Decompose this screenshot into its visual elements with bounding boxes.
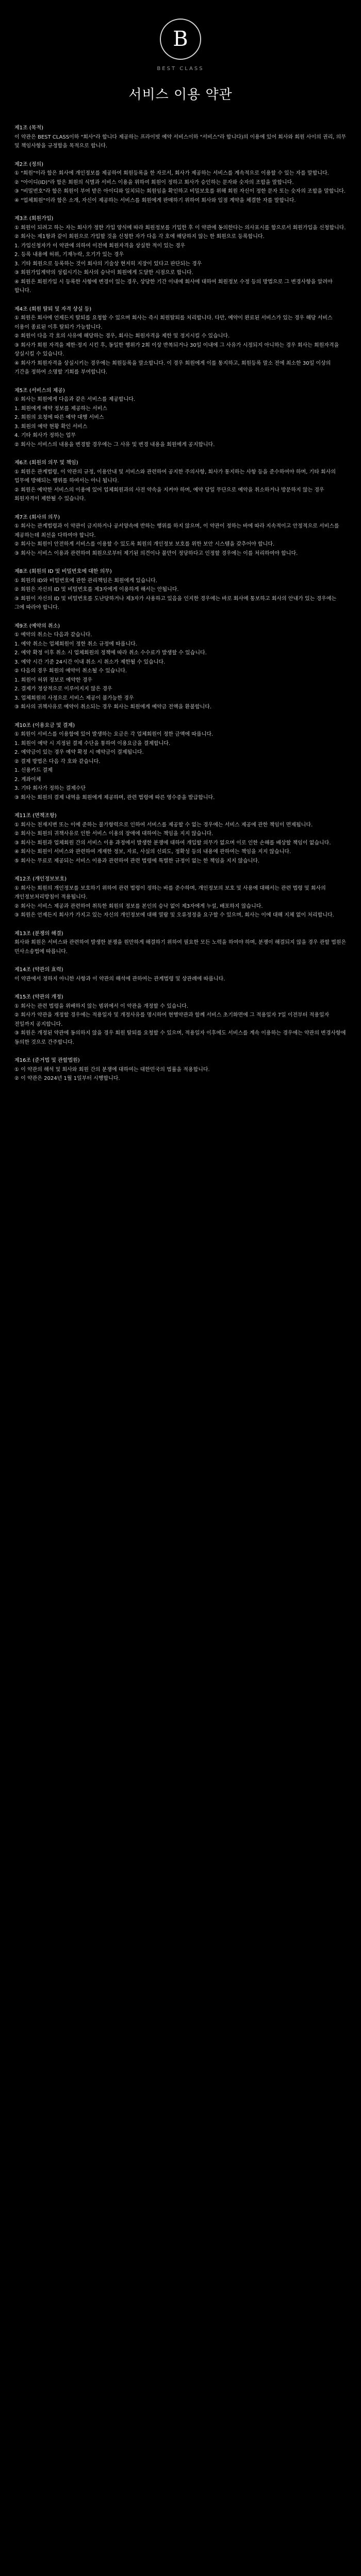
article-body: ① 회사는 회원의 개인정보를 보호하기 위하여 관련 법령이 정하는 바를 준수하며, 개인정보의 보호 및 사용에 대해서는 관련 법령 및 회사의 개인정보처리방침이 적용됩니다. ② 회사는 서비스 제공과 관련하여 취득한 회원의 정보를 본인의 승낙 없이 제3자에게 누설, 배포하지 않습니다. ③ 회원은 언제든지 회사가 가지고 있는 자신의 개인정보에 대해 열람 및 오류정정을 요구할 수 있으며, 회사는 이에 대해 지체 없이 처리합니다. bbox=[14, 885, 334, 918]
article-body: ① "회원"이라 함은 회사에 개인정보를 제공하여 회원등록을 한 자로서, 회사가 제공하는 서비스를 계속적으로 이용할 수 있는 자를 말합니다. ② "아이디(ID)"라 함은 회원의 식별과 서비스 이용을 위하여 회원이 정하고 회사가 승인하는 문자와 숫자의 조합을 말합니다. ③ "비밀번호"라 함은 회원이 부여 받은 아이디와 일치되는 회원임을 확인하고 비밀보호를 위해 회원 자신이 정한 문자 또는 숫자의 조합을 말합니다. ④ "업체회원"이라 함은 소개, 자신이 제공하는 서비스를 회원에게 판매하기 위하여 회사와 입점 계약을 체결한 자를 말합니다. bbox=[14, 171, 346, 204]
terms-article bbox=[14, 513, 347, 558]
article-title: 제2조 (정의) bbox=[14, 161, 43, 167]
article-title: 제6조 (회원의 의무 및 책임) bbox=[14, 460, 78, 466]
article-title: 제12조 (개인정보보호) bbox=[14, 876, 67, 882]
brand-logo bbox=[160, 19, 201, 60]
article-body: ① 회사는 천재지변 또는 이에 준하는 불가항력으로 인하여 서비스를 제공할 수 없는 경우에는 서비스 제공에 관한 책임이 면제됩니다. ② 회사는 회원의 귀책사유로 인한 서비스 이용의 장애에 대하여는 책임을 지지 않습니다. ③ 회사는 회원과 업체회원 간의 서비스 이용 과정에서 발생한 분쟁에 대하여 개입할 의무가 없으며 이로 인한 손해를 배상할 책임이 없습니다. ④ 회사는 회원이 서비스와 관련하여 게재한 정보, 자료, 사실의 신뢰도, 정확성 등의 내용에 관하여는 책임을 지지 않습니다. ⑤ 회사는 무료로 제공되는 서비스 이용과 관련하여 관련 법령에 특별한 규정이 없는 한 책임을 지지 않습니다. bbox=[14, 822, 331, 864]
terms-article bbox=[14, 721, 347, 803]
terms-article bbox=[14, 386, 347, 450]
article-title: 제8조 (회원의 ID 및 비밀번호에 대한 의무) bbox=[14, 569, 112, 574]
article-title: 제15조 (약관의 개정) bbox=[14, 994, 63, 1000]
article-body: ① 회사는 회원에게 다음과 같은 서비스를 제공합니다. 1. 회원에게 예약 정보를 제공하는 서비스 2. 회원의 요청에 따른 예약 대행 서비스 3. 회원의 예약 현황 확인 서비스 4. 기타 회사가 정하는 업무 ② 회사는 서비스의 내용을 변경할 경우에는 그 사유 및 변경 내용을 회원에게 공지합니다. bbox=[14, 397, 215, 448]
article-body: ① 예약의 취소는 다음과 같습니다. 1. 예약 취소는 업체회원이 정한 취소 규정에 따릅니다. 2. 예약 확정 이후 취소 시 업체회원의 정책에 따라 취소 수수료가 발생할 수 있습니다. 3. 예약 시간 기준 24시간 이내 취소 시 취소가 제한될 수 있습니다. ② 다음의 경우 회원의 예약이 취소될 수 있습니다. 1. 회원이 허위 정보로 예약한 경우 2. 결제가 정상적으로 이루어지지 않은 경우 3. 업체회원의 사정으로 서비스 제공이 불가능한 경우 ③ 회사의 귀책사유로 예약이 취소되는 경우 회사는 회원에게 예약금 전액을 환불합니다. bbox=[14, 632, 212, 710]
terms-article bbox=[14, 965, 347, 984]
page-header bbox=[0, 0, 361, 103]
article-title: 제4조 (회원 탈퇴 및 자격 상실 등) bbox=[14, 306, 92, 312]
article-body: 이 약관에서 정하지 아니한 사항과 이 약관의 해석에 관하여는 관계법령 및 상관례에 따릅니다. bbox=[14, 976, 225, 982]
article-title: 제11조 (면책조항) bbox=[14, 813, 57, 819]
article-title: 제3조 (회원가입) bbox=[14, 216, 54, 222]
terms-article bbox=[14, 567, 347, 613]
brand-name: BEST CLASS bbox=[157, 66, 204, 72]
article-body: 회사와 회원은 서비스와 관련하여 발생한 분쟁을 원만하게 해결하기 위하여 필요한 모든 노력을 하여야 하며, 분쟁이 해결되지 않을 경우 관할 법원은 민사소송법에 따릅니다. bbox=[14, 940, 348, 955]
article-body: ① 이 약관의 해석 및 회사와 회원 간의 분쟁에 대하여는 대한민국의 법률을 적용합니다. ② 이 약관은 2024년 1월 1일부터 시행합니다. bbox=[14, 1066, 210, 1081]
logo-letter: B bbox=[173, 27, 188, 51]
terms-article bbox=[14, 929, 347, 957]
page-title: 서비스 이용 약관 bbox=[128, 87, 233, 103]
article-body: 이 약관은 BEST CLASS이하 "회사"라 합니다 제공하는 프라이빗 예약 서비스이하 "서비스"라 합니다)의 이용에 있어 회사와 회원 사이의 권리, 의무 및 책임사항을 규정함을 목적으로 합니다. bbox=[14, 134, 348, 149]
article-title: 제13조 (분쟁의 해결) bbox=[14, 930, 63, 937]
terms-article bbox=[14, 459, 347, 504]
article-title: 제7조 (회사의 의무) bbox=[14, 514, 60, 520]
terms-article bbox=[14, 124, 347, 151]
article-body: ① 회원은 관계법령, 이 약관의 규정, 이용안내 및 서비스와 관련하여 공지한 주의사항, 회사가 통지하는 사항 등을 준수하여야 하며, 기타 회사의 업무에 방해되는 행위를 하여서는 아니 됩니다. ② 회원은 예약한 서비스의 이용에 있어 업체회원과의 사전 약속을 지켜야 하며, 예약 당일 무단으로 예약을 취소하거나 방문하지 않는 경우 회원자격이 제한될 수 있습니다. bbox=[14, 469, 336, 502]
terms-content bbox=[0, 103, 361, 1083]
article-title: 제14조 (약관의 효력) bbox=[14, 967, 63, 973]
article-body: ① 회원의 ID와 비밀번호에 관한 관리책임은 회원에게 있습니다. ② 회원은 자신의 ID 및 비밀번호를 제3자에게 이용하게 해서는 안됩니다. ③ 회원이 자신의 ID 및 비밀번호를 도난당하거나 제3자가 사용하고 있음을 인지한 경우에는 바로 회사에 통보하고 회사의 안내가 있는 경우에는 그에 따라야 합니다. bbox=[14, 578, 337, 611]
article-body: ① 회사는 관련 법령을 위배하지 않는 범위에서 이 약관을 개정할 수 있습니다. ② 회사가 약관을 개정할 경우에는 적용일자 및 개정사유를 명시하여 현행약관과 함께 서비스 초기화면에 그 적용일자 7일 이전부터 적용일자 전일까지 공지합니다. ③ 회원은 개정된 약관에 동의하지 않을 경우 회원 탈퇴를 요청할 수 있으며, 적용일자 이후에도 서비스를 계속 이용하는 경우에는 약관의 변경사항에 동의한 것으로 간주합니다. bbox=[14, 1003, 346, 1045]
terms-article bbox=[14, 1056, 347, 1083]
article-title: 제16조 (준거법 및 관할법원) bbox=[14, 1058, 80, 1063]
article-title: 제5조 (서비스의 제공) bbox=[14, 387, 65, 394]
article-title: 제10조 (이용요금 및 결제) bbox=[14, 722, 75, 728]
terms-article bbox=[14, 993, 347, 1047]
article-title: 제1조 (목적) bbox=[14, 125, 43, 131]
article-body: ① 회원은 회사에 언제든지 탈퇴를 요청할 수 있으며 회사는 즉시 회원탈퇴를 처리합니다. 다만, 예약이 완료된 서비스가 있는 경우 해당 서비스 이용이 종료된 이후 탈퇴가 가능합니다. ② 회원이 다음 각 호의 사유에 해당하는 경우, 회사는 회원자격을 제한 및 정지시킬 수 있습니다. ③ 회사가 회원 자격을 제한·정지 시킨 후, 동일한 행위가 2회 이상 반복되거나 30일 이내에 그 사유가 시정되지 아니하는 경우 회사는 회원자격을 상실시킬 수 있습니다. ④ 회사가 회원자격을 상실시키는 경우에는 회원등록을 말소합니다. 이 경우 회원에게 이를 통지하고, 회원등록 말소 전에 최소한 30일 이상의 기간을 정하여 소명할 기회를 부여합니다. bbox=[14, 315, 339, 375]
terms-article bbox=[14, 160, 347, 206]
terms-article bbox=[14, 214, 347, 296]
terms-article bbox=[14, 811, 347, 866]
terms-article bbox=[14, 875, 347, 920]
article-title: 제9조 (예약의 취소) bbox=[14, 623, 60, 629]
article-body: ① 회원이 되려고 하는 자는 회사가 정한 가입 양식에 따라 회원정보를 기입한 후 이 약관에 동의한다는 의사표시를 함으로서 회원가입을 신청합니다. ② 회사는 제1항과 같이 회원으로 가입할 것을 신청한 자가 다음 각 호에 해당하지 않는 한 회원으로 등록합니다. 1. 가입신청자가 이 약관에 의하여 이전에 회원자격을 상실한 적이 있는 경우 2. 등록 내용에 허위, 기재누락, 오기가 있는 경우 3. 기타 회원으로 등록하는 것이 회사의 기술상 현저히 지장이 있다고 판단되는 경우 ③ 회원가입계약의 성립시기는 회사의 승낙이 회원에게 도달한 시점으로 합니다. ④ 회원은 회원가입 시 등록한 사항에 변경이 있는 경우, 상당한 기간 이내에 회사에 대하여 회원정보 수정 등의 방법으로 그 변경사항을 알려야 합니다. bbox=[14, 225, 346, 294]
terms-article bbox=[14, 622, 347, 712]
article-body: ① 회원이 서비스를 이용함에 있어 발생하는 요금은 각 업체회원이 정한 금액에 따릅니다. 1. 회원이 예약 시 지정된 결제 수단을 통하여 이용요금을 결제합니다. 2. 예약금이 있는 경우 예약 확정 시 예약금이 결제됩니다. ② 결제 방법은 다음 각 호와 같습니다. 1. 신용카드 결제 2. 계좌이체 3. 기타 회사가 정하는 결제수단 ③ 회사는 회원의 결제 내역을 회원에게 제공하며, 관련 법령에 따른 영수증을 발급합니다. bbox=[14, 732, 215, 801]
article-body: ① 회사는 관계법령과 이 약관이 금지하거나 공서양속에 반하는 행위를 하지 않으며, 이 약관이 정하는 바에 따라 지속적이고 안정적으로 서비스를 제공하는데 최선을 다하여야 합니다. ② 회사는 회원이 안전하게 서비스를 이용할 수 있도록 회원의 개인정보 보호를 위한 보안 시스템을 갖추어야 합니다. ③ 회사는 서비스 이용과 관련하여 회원으로부터 제기된 의견이나 불만이 정당하다고 인정할 경우에는 이를 처리하여야 합니다. bbox=[14, 523, 339, 556]
terms-article bbox=[14, 305, 347, 377]
